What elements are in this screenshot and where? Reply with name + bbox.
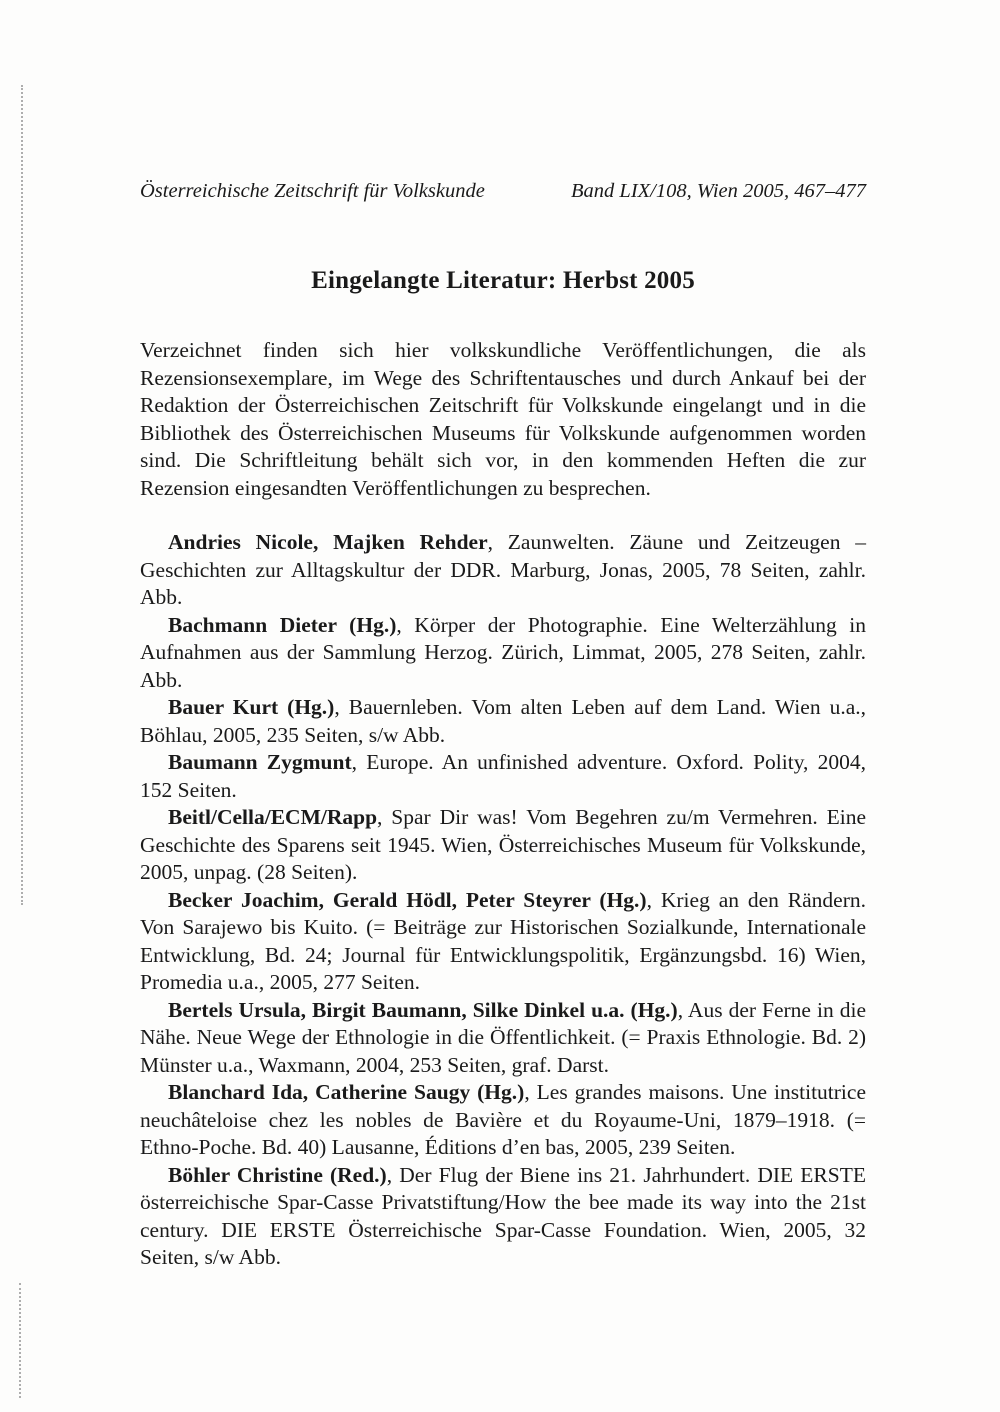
bibliography-entry	[140, 1079, 866, 1162]
bibliography-entry	[140, 529, 866, 612]
bibliography-list	[140, 529, 866, 1272]
bibliography-entry	[140, 749, 866, 804]
entry-authors: Böhler Christine (Red.)	[168, 1162, 387, 1187]
journal-name: Österreichische Zeitschrift für Volkskunde	[140, 180, 485, 202]
entry-details: , Aus der Ferne in die Nähe. Neue Wege der Ethnologie in die Öffentlichkeit. (= Praxis Ethnologie. Bd. 2) Münster u.a., Waxmann, 2004, 253 Seiten, graf. Darst.	[140, 997, 866, 1077]
entry-authors: Bachmann Dieter (Hg.)	[168, 612, 397, 637]
entry-details: , Europe. An unfinished adventure. Oxford. Polity, 2004, 152 Seiten.	[140, 750, 866, 802]
intro-paragraph: Verzeichnet finden sich hier volkskundliche Veröffentlichungen, die als Rezensionsexemplare, im Wege des Schriftentausches und durch Ankauf bei der Redaktion der Österreichischen Zeitschrift für Volkskunde eingelangt und in die Bibliothek des Österreichischen Museums für Volkskunde aufgenommen worden sind. Die Schriftleitung behält sich vor, in den kommenden Heften die zur Rezension eingesandten Veröffentlichungen zu besprechen.	[140, 338, 866, 500]
entry-authors: Beitl/Cella/ECM/Rapp	[168, 805, 378, 829]
entry-authors: Bertels Ursula, Birgit Baumann, Silke Dinkel u.a. (Hg.)	[168, 997, 678, 1022]
entry-details: , Les grandes maisons. Une institutrice neuchâteloise chez les nobles de Bavière et du Royaume-Uni, 1879–1918. (= Ethno-Poche. Bd. 40) Lausanne, Éditions d’en bas, 2005, 239 Seiten.	[140, 1080, 866, 1159]
bibliography-entry	[140, 694, 866, 749]
scan-artifact-line	[21, 85, 23, 905]
bibliography-entry	[140, 997, 866, 1080]
entry-authors: Becker Joachim, Gerald Hödl, Peter Steyrer (Hg.)	[168, 887, 647, 912]
journal-header	[140, 178, 866, 204]
entry-authors: Blanchard Ida, Catherine Saugy (Hg.)	[168, 1080, 525, 1104]
entry-details: , Bauernleben. Vom alten Leben auf dem Land. Wien u.a., Böhlau, 2005, 235 Seiten, s/w Abb.	[140, 695, 867, 747]
entry-authors: Bauer Kurt (Hg.)	[168, 695, 335, 719]
entry-details: , Der Flug der Biene ins 21. Jahrhundert. DIE ERSTE österreichische Spar-Casse Privatstiftung/How the bee made its way into the 21st century. DIE ERSTE Österreichische Spar-Casse Foundation. Wien, 2005, 32 Seiten, s/w Abb.	[140, 1162, 866, 1269]
entry-details: , Spar Dir was! Vom Begehren zu/m Vermehren. Eine Geschichte des Sparens seit 1945. Wien, Österreichisches Museum für Volkskunde, 2005, unpag. (28 Seiten).	[140, 805, 866, 884]
bibliography-entry	[140, 612, 866, 695]
entry-authors: Andries Nicole, Majken Rehder	[168, 530, 488, 554]
entry-authors: Baumann Zygmunt	[168, 750, 352, 774]
page-title: Eingelangte Literatur: Herbst 2005	[311, 267, 695, 294]
bibliography-entry	[140, 804, 866, 887]
page-content	[140, 0, 866, 1272]
entry-details: , Körper der Photographie. Eine Welterzählung in Aufnahmen aus der Sammlung Herzog. Zürich, Limmat, 2005, 278 Seiten, zahlr. Abb.	[140, 612, 867, 692]
bibliography-entry	[140, 1162, 866, 1272]
journal-issue: Band LIX/108, Wien 2005, 467–477	[571, 180, 866, 202]
entry-details: , Zaunwelten. Zäune und Zeitzeugen – Geschichten zur Alltagskultur der DDR. Marburg, Jonas, 2005, 78 Seiten, zahlr. Abb.	[140, 530, 866, 609]
bibliography-entry	[140, 887, 866, 997]
scan-artifact-line	[19, 1283, 21, 1398]
entry-details: , Krieg an den Rändern. Von Sarajewo bis Kuito. (= Beiträge zur Historischen Sozialkunde, Internationale Entwicklung, Bd. 24; Journal für Entwicklungspolitik, Ergänzungsbd. 16) Wien, Promedia u.a., 2005, 277 Seiten.	[140, 887, 867, 994]
